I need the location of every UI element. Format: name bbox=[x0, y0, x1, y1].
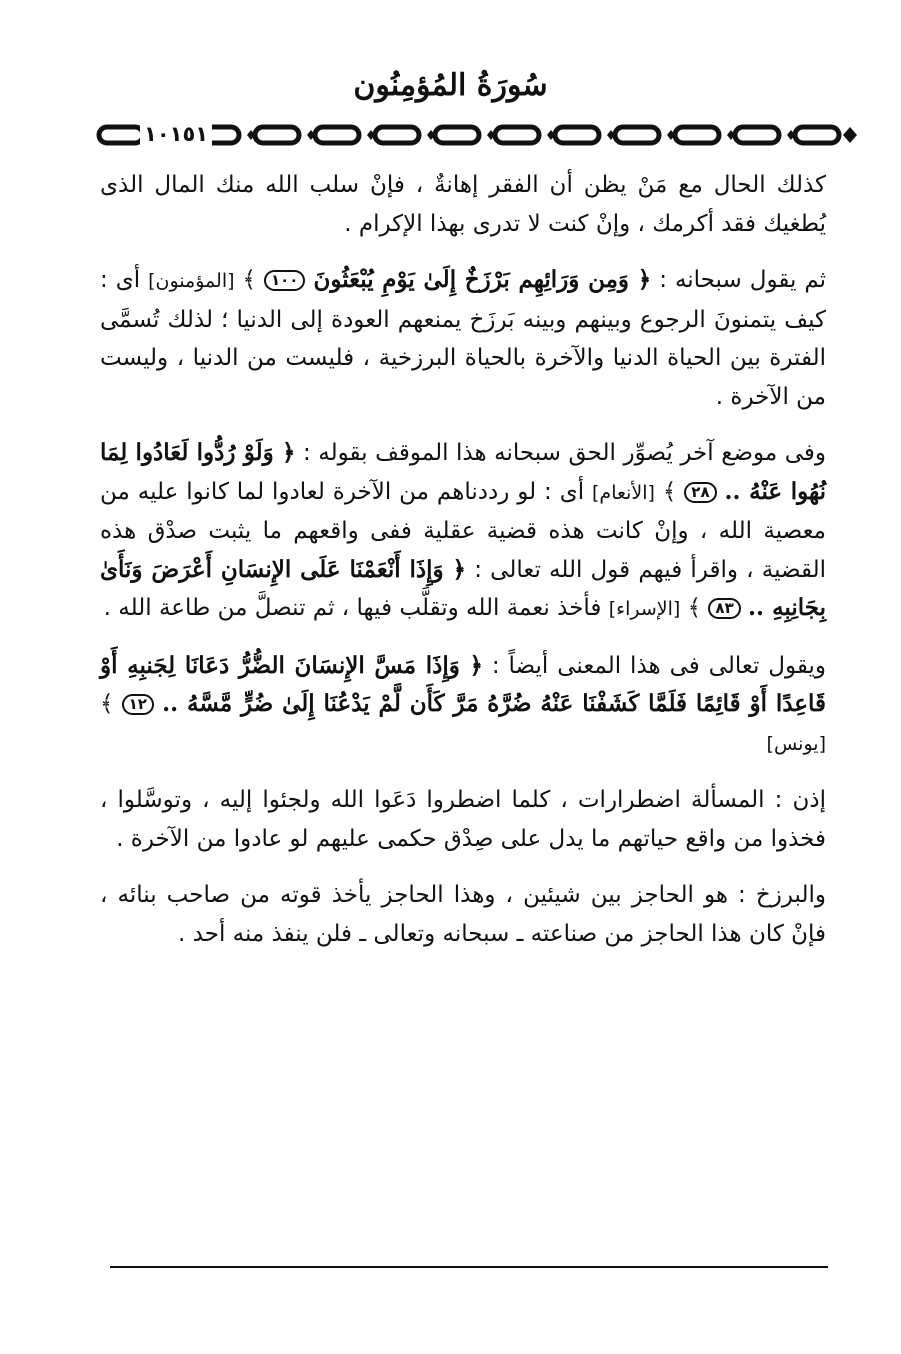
page-body bbox=[100, 166, 826, 953]
paragraph-lead: وفى موضع آخر يُصوِّر الحق سبحانه هذا الموقف بقوله : bbox=[303, 440, 826, 466]
footer-divider bbox=[110, 1266, 828, 1268]
paragraph-text: فأخذ نعمة الله وتقلَّب فيها ، ثم تنصلَّ من طاعة الله . bbox=[103, 595, 602, 621]
paragraph-6 bbox=[100, 876, 826, 953]
verse-close-bracket: ﴾ bbox=[662, 478, 677, 505]
verse-number: ١٢ bbox=[122, 694, 154, 715]
paragraph-lead: ثم يقول سبحانه : bbox=[659, 267, 827, 293]
verse-close-bracket: ﴾ bbox=[100, 691, 114, 717]
paragraph-5 bbox=[100, 781, 826, 858]
surah-reference: [يونس] bbox=[766, 732, 826, 755]
surah-title: سُورَةُ المُؤمِنُون bbox=[353, 68, 548, 103]
paragraph-2 bbox=[100, 261, 826, 416]
quran-verse: ﴿ وَلَوْ رُدُّوا لَعَادُوا لِمَا نُهُوا عَنْهُ .. bbox=[100, 439, 827, 505]
quran-verse: ﴿ وَإِذَا مَسَّ الإِنسَانَ الضُّرُّ دَعَانَا لِجَنبِهِ أَوْ قَاعِدًا أَوْ قَائِمًا فَلَمَّا كَشَفْنَا عَنْهُ ضُرَّهُ مَرَّ كَأَن لَّمْ يَدْعُنَا إِلَىٰ ضُرٍّ مَّسَّهُ .. bbox=[100, 651, 827, 717]
surah-reference: [المؤمنون] bbox=[148, 270, 235, 292]
paragraph-4 bbox=[100, 647, 826, 764]
verse-number: ٢٨ bbox=[684, 482, 716, 503]
paragraph-text: والبرزخ : هو الحاجز بين شيئين ، وهذا الحاجز يأخذ قوته من صاحب بنائه ، فإنْ كان هذا الحاجز من صناعته ـ سبحانه وتعالى ـ فلن ينفذ منه أحد . bbox=[100, 882, 826, 947]
verse-number: ٨٣ bbox=[708, 598, 740, 619]
verse-close-bracket: ﴾ bbox=[242, 267, 256, 293]
surah-reference: [الإسراء] bbox=[608, 598, 681, 620]
paragraph-3 bbox=[100, 434, 826, 629]
surah-reference: [الأنعام] bbox=[592, 481, 655, 504]
page-number: ١٠١٥١ bbox=[140, 116, 212, 152]
paragraph-text: إذن : المسألة اضطرارات ، كلما اضطروا دَعَوا الله ولجئوا إليه ، وتوسَّلوا ، فخذوا من واقع حياتهم ما يدل على صِدْق حكمى عليهم لو عادوا من الآخرة . bbox=[100, 787, 826, 852]
paragraph-lead: ويقول تعالى فى هذا المعنى أيضاً : bbox=[491, 652, 827, 679]
quran-verse: ﴿ وَمِن وَرَائِهِم بَرْزَخٌ إِلَىٰ يَوْمِ يُبْعَثُونَ bbox=[313, 266, 652, 293]
paragraph-text: كذلك الحال مع مَنْ يظن أن الفقر إهانةٌ ، فإنْ سلب الله منك المال الذى يُطغيك فقد أكرمك ، وإنْ كنت لا تدرى بهذا الإكرام . bbox=[100, 172, 826, 237]
paragraph-text: أى : كيف يتمنونَ الرجوع وبينهم وبينه بَرزَخ يمنعهم العودة إلى الدنيا ؛ لذلك تُسمَّى الفترة بين الحياة الدنيا والآخرة بالحياة البرزخية ، فليست من الدنيا ، وليست من الآخرة . bbox=[100, 267, 826, 410]
verse-close-bracket: ﴾ bbox=[687, 595, 702, 621]
verse-number: ١٠٠ bbox=[264, 270, 305, 291]
quran-verse: ﴿ وَإِذَا أَنْعَمْنَا عَلَى الإِنسَانِ أَعْرَضَ وَنَأَىٰ بِجَانِبِهِ .. bbox=[100, 555, 826, 621]
paragraph-text: أى : لو رددناهم من الآخرة لعادوا لما كانوا عليه من معصية الله ، وإنْ كانت هذه قضية عقلية ففى واقعهم ما يثبت صدْق هذه القضية ، واقرأ فيهم قول الله تعالى : bbox=[100, 478, 826, 583]
paragraph-1 bbox=[100, 166, 826, 243]
